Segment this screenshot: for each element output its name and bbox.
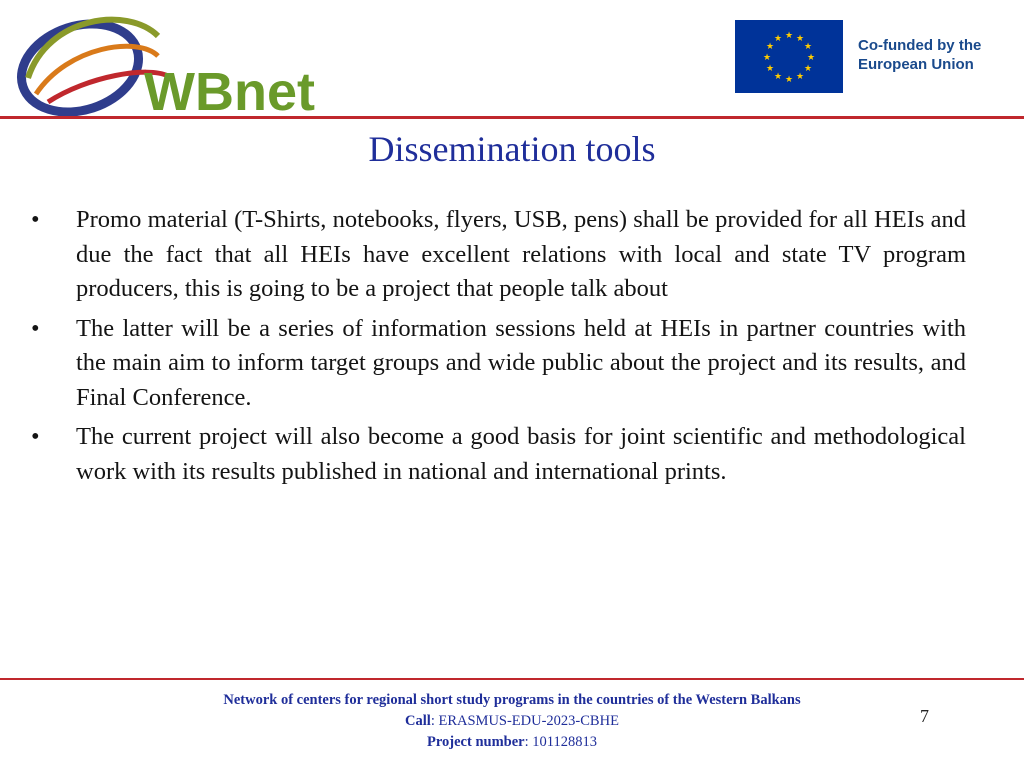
svg-text:★: ★ xyxy=(773,72,783,82)
bullet-text: The current project will also become a good basis for joint scientific and methodological work with its results published in national and international prints. xyxy=(76,423,966,485)
logo-text: WBnet xyxy=(144,62,315,116)
bullet-dot: • xyxy=(31,314,40,342)
svg-text:★: ★ xyxy=(795,72,805,82)
svg-text:★: ★ xyxy=(795,34,805,44)
svg-text:★: ★ xyxy=(784,31,794,41)
bullet-item xyxy=(28,420,966,489)
wbnet-logo xyxy=(8,6,328,116)
eu-line-2: European Union xyxy=(858,56,974,73)
svg-text:★: ★ xyxy=(765,64,775,74)
bullet-dot: • xyxy=(31,423,40,450)
svg-text:★: ★ xyxy=(803,42,813,52)
svg-text:★: ★ xyxy=(773,34,783,44)
bullet-item xyxy=(28,203,966,307)
eu-cofunded-label xyxy=(858,36,1018,74)
footer-divider xyxy=(0,678,1024,680)
footer-project-title: Network of centers for regional short study programs in the countries of the Western Balkans xyxy=(223,692,801,708)
bullet-item xyxy=(28,312,966,416)
bullet-text: Promo material (T-Shirts, notebooks, flyers, USB, pens) shall be provided for all HEIs and due the fact that all HEIs have excellent relations with local and state TV program producers, this is going to be a project that people talk about xyxy=(76,206,966,302)
footer-project-number: Project number: 101128813 xyxy=(427,734,597,750)
svg-text:★: ★ xyxy=(803,64,813,74)
svg-text:★: ★ xyxy=(765,42,775,52)
page-number: 7 xyxy=(920,706,929,726)
bullet-list xyxy=(28,203,966,494)
header-divider xyxy=(0,116,1024,119)
slide-title: Dissemination tools xyxy=(368,129,656,169)
bullet-text: The latter will be a series of information sessions held at HEIs in partner countries with the main aim to inform target groups and wide public about the project and its results, and Final Conference. xyxy=(76,314,966,411)
footer xyxy=(0,690,1024,753)
svg-text:★: ★ xyxy=(762,53,772,63)
eu-line-1: Co-funded by the xyxy=(858,37,982,54)
svg-text:★: ★ xyxy=(784,75,794,85)
footer-call: Call: ERASMUS-EDU-2023-CBHE xyxy=(405,713,619,729)
eu-flag-icon xyxy=(735,20,843,93)
svg-text:★: ★ xyxy=(806,53,816,63)
bullet-dot: • xyxy=(31,206,40,233)
